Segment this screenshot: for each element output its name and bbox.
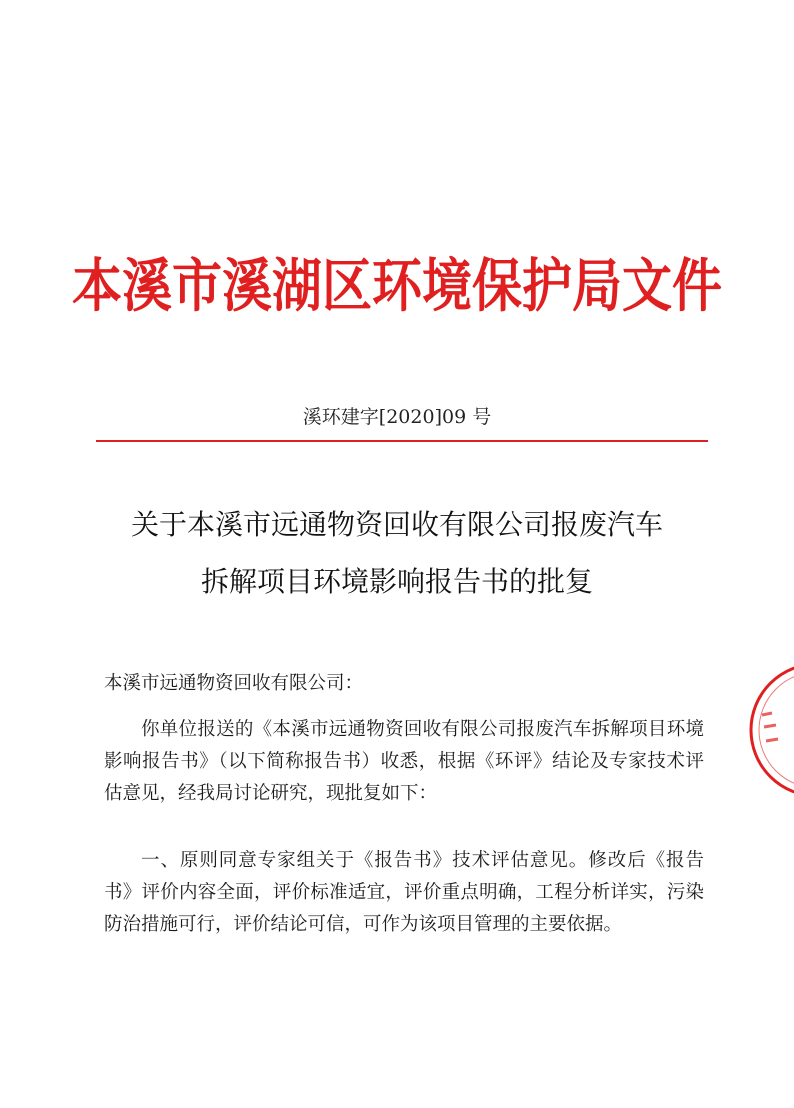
red-divider-line: [96, 440, 708, 442]
document-title-line-1: 关于本溪市远通物资回收有限公司报废汽车: [130, 508, 663, 541]
official-seal-stamp-icon: [742, 655, 794, 805]
body-paragraph-block-1: [104, 714, 704, 818]
addressee: 本溪市远通物资回收有限公司：: [104, 673, 364, 694]
body-paragraph-2: 一、原则同意专家组关于《报告书》技术评估意见。修改后《报告书》评价内容全面，评价标准适宜，评价重点明确，工程分析详实，污染防治措施可行，评价结论可信，可作为该项目管理的主要依据。: [104, 850, 704, 935]
document-title-line-2: 拆解项目环境影响报告书的批复: [200, 565, 593, 598]
body-paragraph-1: 你单位报送的《本溪市远通物资回收有限公司报废汽车拆解项目环境影响报告书》（以下简称报告书）收悉，根据《环评》结论及专家技术评估意见，经我局讨论研究，现批复如下：: [104, 719, 704, 804]
agency-header-title: 本溪市溪湖区环境保护局文件: [72, 252, 722, 320]
body-paragraph-block-2: [104, 845, 704, 949]
document-number: 溪环建字[2020]09 号: [302, 406, 492, 428]
